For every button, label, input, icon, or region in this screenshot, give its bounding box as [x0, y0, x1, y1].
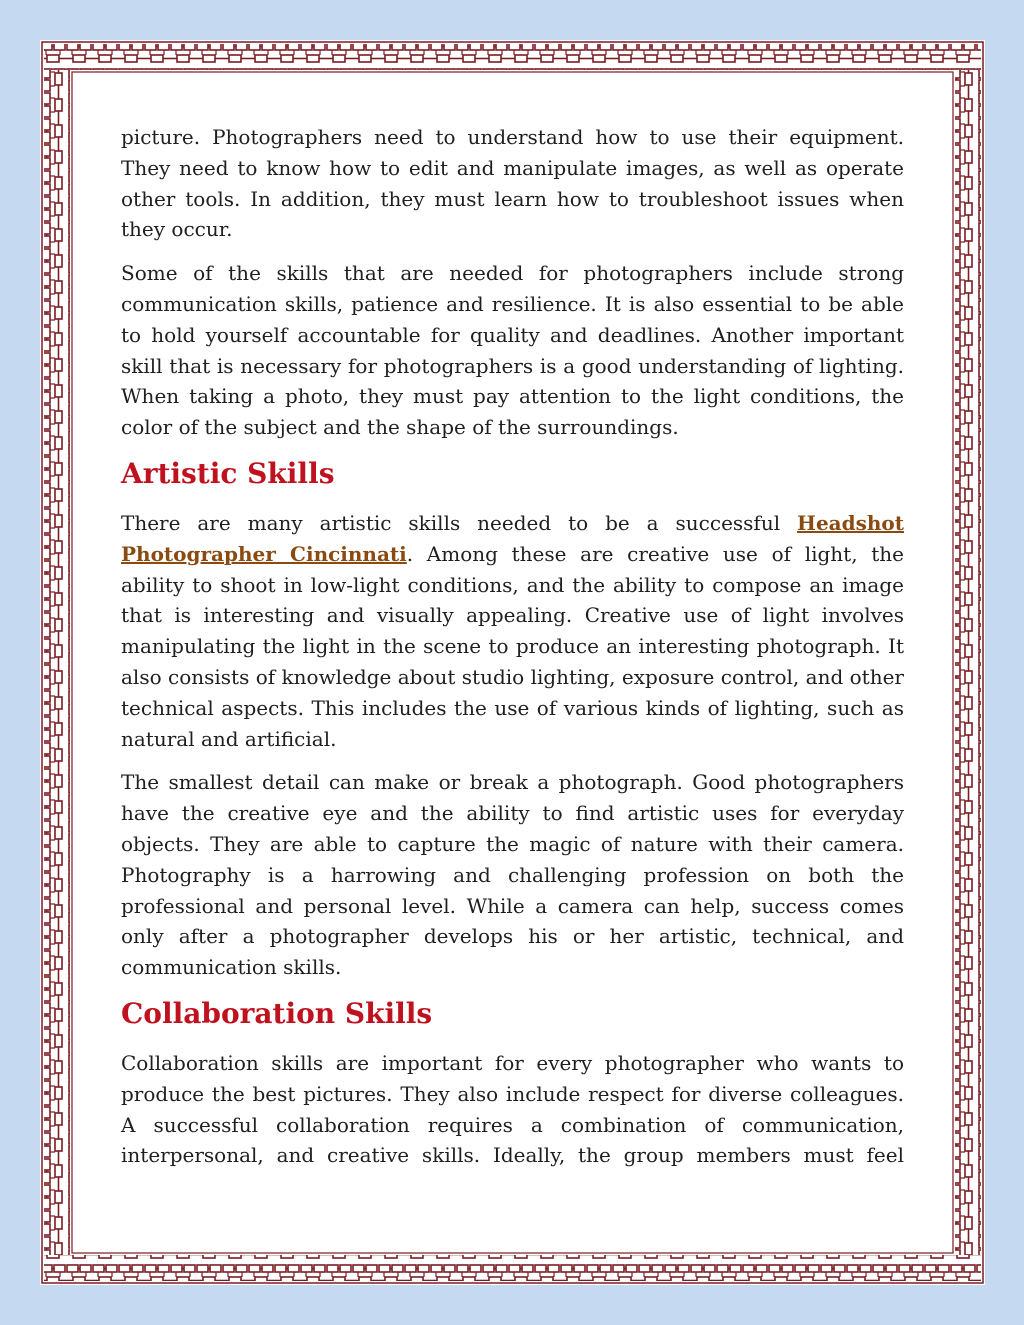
paragraph: picture. Photographers need to understand how to use their equipment. They need to know how to edit and manipulate images, as well as operate other tools. In addition, they must learn how to troubleshoot issues when they occur.: [121, 125, 904, 242]
document-page: [40, 40, 985, 1285]
document-body: [121, 122, 904, 1184]
paragraph: Collaboration skills are important for every photographer who wants to produce the best pictures. They also include respect for diverse colleagues. A successful collaboration requires a combination of communication, interpersonal, and creative skills. Ideally, the group members must feel: [121, 1050, 904, 1168]
headshot-photographer-link[interactable]: Headshot Photographer Cincinnati: [121, 510, 904, 566]
paragraph-text: There are many artistic skills needed to be a successful: [121, 510, 798, 535]
paragraph: Some of the skills that are needed for photographers include strong communication skills, patience and resilience. It is also essential to be able to hold yourself accountable for quality and deadlines. Another important skill that is necessary for photographers is a good understanding of lighting. When taking a photo, they must pay attention to the light conditions, the color of the subject and the shape of the surroundings.: [121, 261, 904, 440]
paragraph: The smallest detail can make or break a photograph. Good photographers have the creative eye and the ability to find artistic uses for everyday objects. They are able to capture the magic of nature with their camera. Photography is a harrowing and challenging profession on both the professional and personal level. While a camera can help, success comes only after a photographer develops his or her artistic, technical, and communication skills.: [121, 770, 904, 980]
section-heading-artistic: Artistic Skills: [121, 456, 335, 490]
paragraph-text: . Among these are creative use of light, the ability to shoot in low-light conditions, and the ability to compose an image that is interesting and visually appealing. Creative use of light involves manipulating the light in the scene to produce an interesting photograph. It also consists of knowledge about studio lighting, exposure control, and other technical aspects. This includes the use of various kinds of lighting, such as natural and artificial.: [121, 541, 904, 751]
paragraph-with-link: [121, 508, 904, 754]
section-heading-collaboration: Collaboration Skills: [121, 996, 433, 1030]
